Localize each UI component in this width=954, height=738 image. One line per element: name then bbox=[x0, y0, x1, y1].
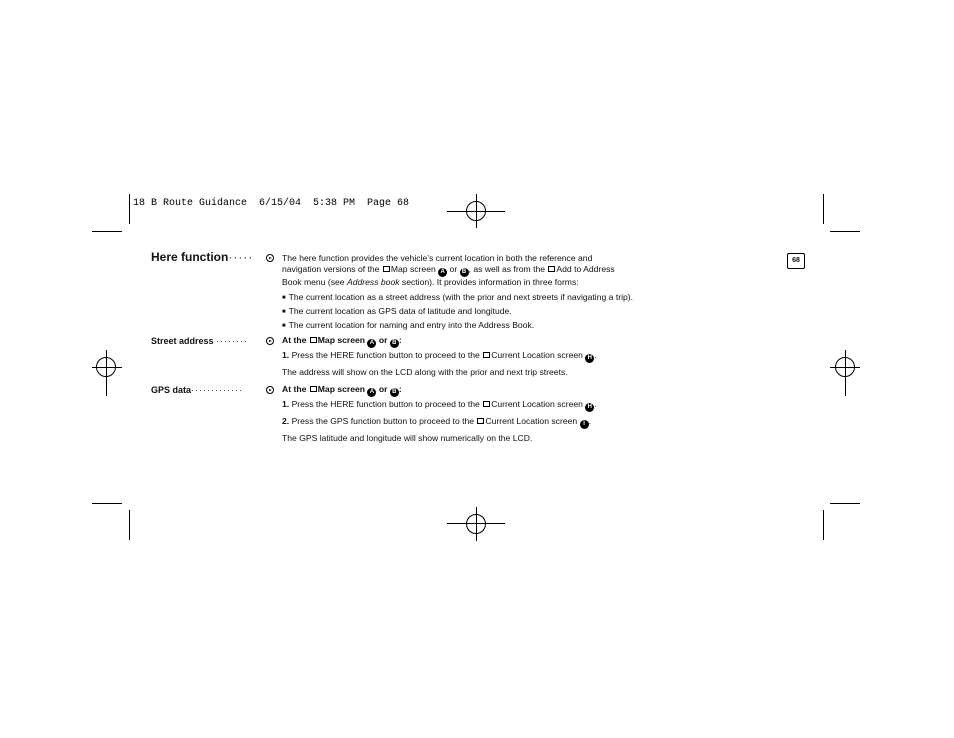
crop-mark bbox=[830, 231, 860, 232]
step-1: 1. Press the HERE function button to proceed to the Current Location screen H . bbox=[282, 350, 597, 361]
bullet-item: ■ The current location as a street address (with the prior and next streets if navigating a trip). bbox=[282, 292, 642, 304]
heading-text: Here function bbox=[151, 250, 229, 264]
instruction-heading: At the Map screen A or B : bbox=[282, 335, 402, 346]
badge-h: H bbox=[585, 354, 594, 363]
arrow-icon bbox=[266, 386, 274, 394]
paragraph-line: The here function provides the vehicle’s current location in both the reference and bbox=[282, 253, 593, 263]
note: The address will show on the LCD along with the prior and next trip streets. bbox=[282, 367, 568, 377]
arrow-icon bbox=[266, 337, 274, 345]
section-heading-here-function bbox=[151, 250, 253, 264]
dot-leader: ········ bbox=[216, 336, 249, 346]
screen-icon bbox=[310, 386, 317, 392]
note: The GPS latitude and longitude will show numerically on the LCD. bbox=[282, 433, 533, 443]
step-1: 1. Press the HERE function button to proceed to the Current Location screen H . bbox=[282, 399, 597, 410]
registration-mark-circle bbox=[96, 357, 116, 377]
instruction-heading: At the Map screen A or B : bbox=[282, 384, 402, 395]
screen-icon bbox=[477, 418, 484, 424]
badge-b: B bbox=[390, 339, 399, 348]
crop-mark bbox=[830, 503, 860, 504]
crop-mark bbox=[823, 510, 824, 540]
section-label-street-address: Street address ········ bbox=[151, 336, 249, 346]
screen-icon bbox=[483, 352, 490, 358]
step-2: 2. Press the GPS function button to proceed to the Current Location screen I . bbox=[282, 416, 591, 427]
screen-icon bbox=[548, 266, 555, 272]
crop-mark bbox=[823, 194, 824, 224]
crop-mark bbox=[129, 510, 130, 540]
arrow-icon bbox=[266, 254, 274, 262]
screen-icon bbox=[483, 401, 490, 407]
badge-a: A bbox=[438, 268, 447, 277]
badge-a: A bbox=[367, 388, 376, 397]
badge-b: B bbox=[390, 388, 399, 397]
bullet-item: ■ The current location for naming and entry into the Address Book. bbox=[282, 320, 642, 332]
here-function-body bbox=[282, 253, 642, 332]
badge-h: H bbox=[585, 403, 594, 412]
badge-a: A bbox=[367, 339, 376, 348]
bullet-item: ■ The current location as GPS data of latitude and longitude. bbox=[282, 306, 642, 318]
section-label-gps-data: GPS data············· bbox=[151, 385, 243, 395]
dot-leader: ············· bbox=[191, 385, 243, 395]
gps-data-body bbox=[282, 384, 642, 444]
dot-leader: ····· bbox=[228, 250, 254, 264]
badge-b: B bbox=[460, 268, 469, 277]
paragraph-line: Book menu (see Address book section). It provides information in three forms: bbox=[282, 277, 579, 287]
crop-mark bbox=[129, 194, 130, 224]
paragraph-line: navigation versions of the Map screen A or B , as well as from the Add to Address bbox=[282, 264, 615, 275]
registration-mark-circle bbox=[466, 514, 486, 534]
registration-mark-circle bbox=[835, 357, 855, 377]
registration-mark-circle bbox=[466, 201, 486, 221]
page-number: 68 bbox=[787, 253, 805, 269]
print-slug: 18 B Route Guidance 6/15/04 5:38 PM Page 68 bbox=[133, 198, 410, 209]
crop-mark bbox=[92, 503, 122, 504]
screen-icon bbox=[383, 266, 390, 272]
badge-i: I bbox=[580, 420, 589, 429]
crop-mark bbox=[92, 231, 122, 232]
street-address-body bbox=[282, 335, 642, 378]
screen-icon bbox=[310, 337, 317, 343]
